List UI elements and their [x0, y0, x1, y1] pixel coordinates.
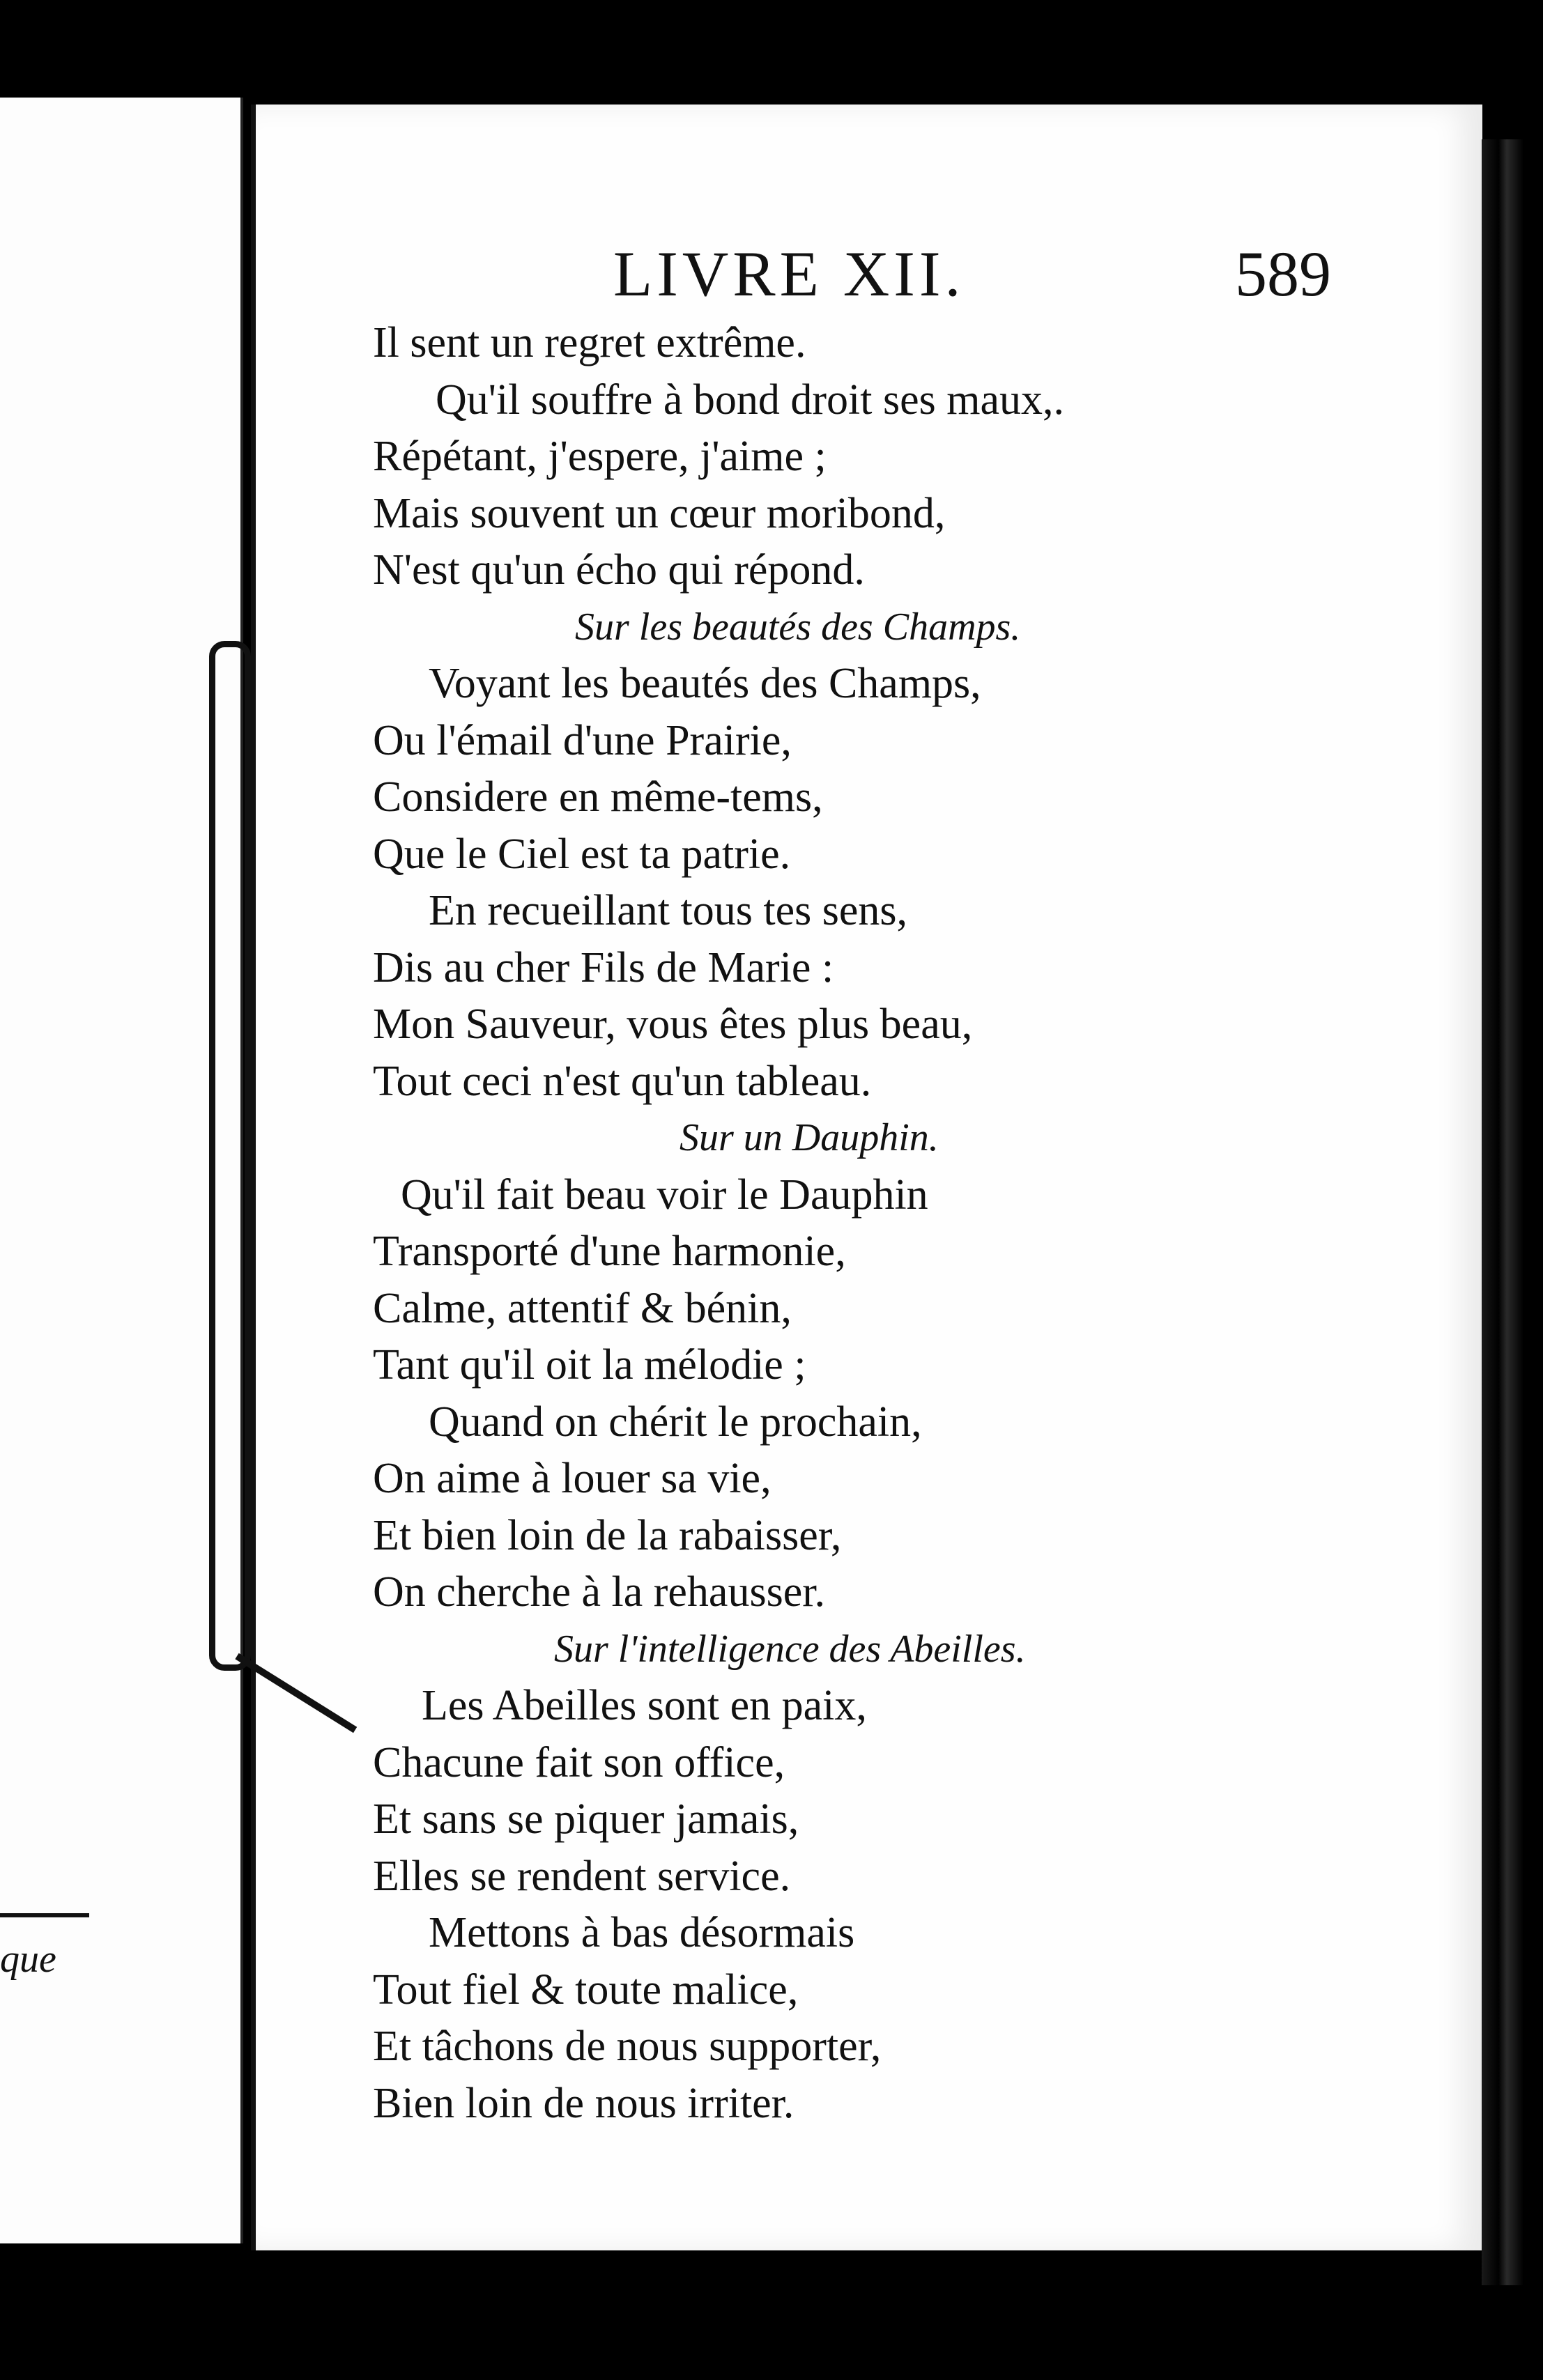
left-page-rule [0, 1913, 89, 1917]
binding-clip [209, 641, 251, 1671]
verse-line: Mon Sauveur, vous êtes plus beau, [373, 1000, 973, 1048]
verse-line: Qu'il fait beau voir le Dauphin [401, 1170, 928, 1219]
page-header [613, 237, 1331, 320]
verse-line: Mettons à bas désormais [429, 1909, 855, 1956]
running-head: LIVRE XII. [613, 238, 965, 309]
page-number: 589 [1235, 238, 1331, 309]
verse-line: Dis au cher Fils de Marie : [373, 943, 834, 991]
verse-line: Et tâchons de nous supporter, [373, 2023, 882, 2070]
verse-line: Tout fiel & toute malice, [373, 1965, 799, 2014]
section-heading: Sur un Dauphin. [680, 1116, 939, 1159]
section-heading: Sur les beautés des Champs. [575, 605, 1021, 649]
verse-line: En recueillant tous tes sens, [429, 887, 907, 934]
verse-line: Transporté d'une harmonie, [373, 1228, 846, 1275]
verse-line: Ou l'émail d'une Prairie, [373, 716, 792, 764]
verse-line: Quand on chérit le prochain, [429, 1398, 922, 1446]
verse-line: N'est qu'un écho qui répond. [373, 546, 865, 594]
verse-line: Tout ceci n'est qu'un tableau. [373, 1057, 872, 1105]
verse-line: Il sent un regret extrême. [373, 319, 806, 366]
verse-line: Les Abeilles sont en paix, [422, 1682, 867, 1729]
poem-text [373, 315, 1349, 2132]
section-heading: Sur l'intelligence des Abeilles. [554, 1627, 1026, 1671]
page-edge [1482, 139, 1523, 2285]
verse-line: Et bien loin de la rabaisser, [373, 1511, 842, 1559]
verse-line: Calme, attentif & bénin, [373, 1284, 792, 1332]
verse-line: On aime à louer sa vie, [373, 1455, 772, 1502]
left-page [0, 98, 243, 2243]
verse-line: Et sans se piquer jamais, [373, 1795, 799, 1843]
verse-line: Tant qu'il oit la mélodie ; [373, 1341, 806, 1389]
verse-line: Qu'il souffre à bond droit ses maux,. [436, 376, 1064, 424]
verse-line: Chacune fait son office, [373, 1738, 785, 1786]
verse-line: Mais souvent un cœur moribond, [373, 489, 946, 537]
verse-line: Considere en même-tems, [373, 773, 823, 821]
verse-line: Voyant les beautés des Champs, [429, 660, 981, 707]
verse-line: Que le Ciel est ta patrie. [373, 830, 791, 878]
left-page-fragment: que [0, 1938, 56, 1981]
verse-line: Bien loin de nous irriter. [373, 2079, 794, 2127]
verse-line: Répétant, j'espere, j'aime ; [373, 433, 827, 480]
verse-line: On cherche à la rehausser. [373, 1568, 825, 1616]
verse-line: Elles se rendent service. [373, 1852, 791, 1900]
